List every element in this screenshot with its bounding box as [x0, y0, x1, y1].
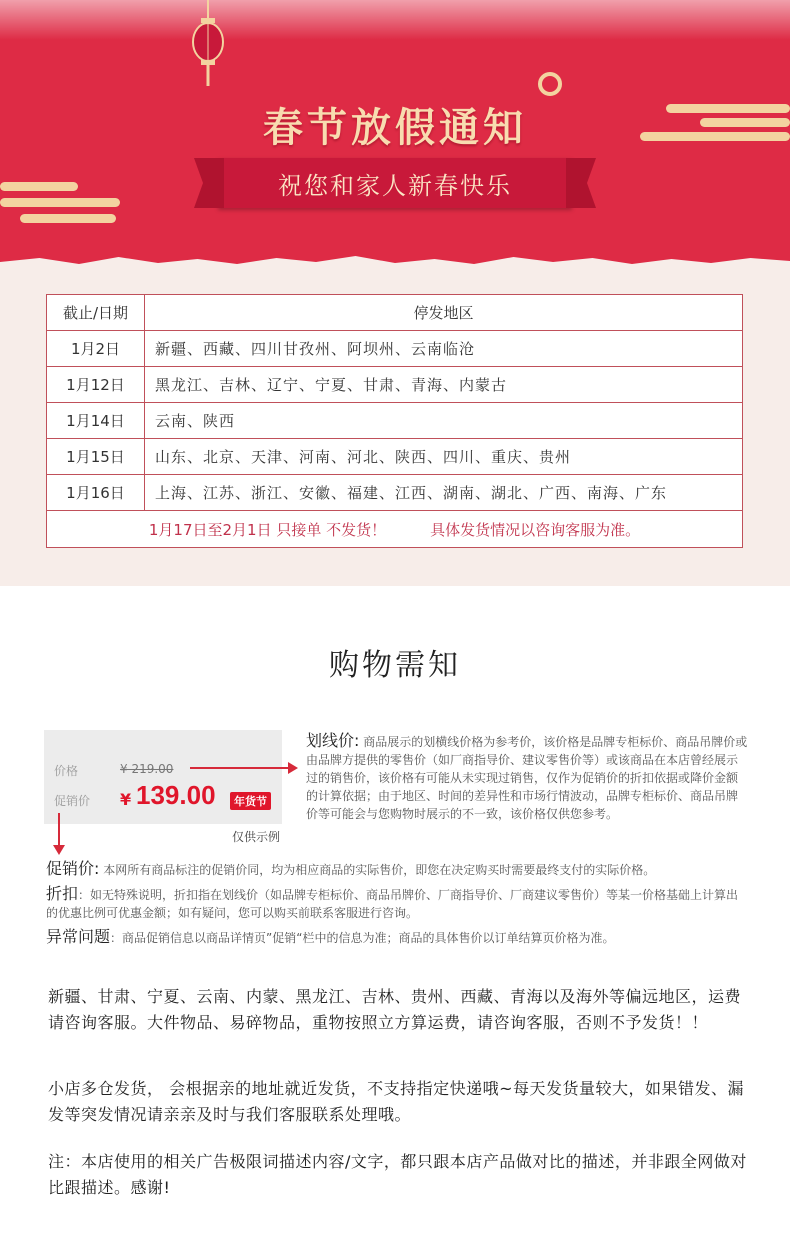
strike-price-definition — [306, 732, 748, 823]
discount-definition — [46, 885, 746, 922]
cloud-decoration — [0, 198, 120, 207]
promo-price-desc: 本网所有商品标注的促销价同，均为相应商品的实际售价，即您在决定购买时需要最终支付的实际价格。 — [103, 863, 656, 877]
header-regions: 停发地区 — [145, 295, 743, 331]
cloud-decoration — [20, 214, 116, 223]
row-date: 1月14日 — [47, 403, 145, 439]
row-date: 1月15日 — [47, 439, 145, 475]
note-consult: 具体发货情况以咨询客服为准。 — [430, 520, 641, 539]
table-row — [47, 331, 743, 367]
abnormal-definition — [46, 928, 746, 947]
table-row — [47, 367, 743, 403]
header-date: 截止/日期 — [47, 295, 145, 331]
banner-title: 春节放假通知 — [263, 104, 527, 151]
promo-price-term: 促销价: — [46, 859, 100, 878]
table-header-row — [47, 295, 743, 331]
promo-price-definition — [46, 860, 746, 879]
note-no-shipping: 1月17日至2月1日 只接单 不发货！ — [148, 520, 387, 539]
row-regions: 山东、北京、天津、河南、河北、陕西、四川、重庆、贵州 — [145, 439, 743, 475]
row-date: 1月16日 — [47, 475, 145, 511]
warehouse-notice: 小店多仓发货， 会根据亲的地址就近发货，不支持指定快递哦~每天发货量较大，如果错发、漏发等突发情况请亲亲及时与我们客服联系处理哦。 — [48, 1079, 744, 1124]
discount-desc: ：如无特殊说明，折扣指在划线价（如品牌专柜标价、商品吊牌价、厂商指导价、厂商建议零售价）等某一价格基础上计算出的优惠比例可优惠金额；如有疑问，您可以购买前联系客服进行咨询。 — [46, 888, 739, 920]
example-caption: 仅供示例 — [232, 830, 281, 844]
ad-disclaimer: 注：本店使用的相关广告极限词描述内容/文字，都只跟本店产品做对比的描述，并非跟全网做对比跟描述。感谢! — [48, 1152, 747, 1197]
currency-symbol: ¥ — [120, 790, 132, 809]
banner-ribbon — [218, 158, 572, 208]
abnormal-desc: ：商品促销信息以商品详情页”促销“栏中的信息为准；商品的具体售价以订单结算页价格为准。 — [110, 931, 615, 945]
shipping-schedule-section — [0, 268, 790, 586]
festival-badge: 年货节 — [230, 792, 271, 810]
original-price: ¥ 219.00 — [120, 762, 174, 776]
price-label: 价格 — [54, 764, 79, 778]
row-regions: 云南、陕西 — [145, 403, 743, 439]
schedule-note — [47, 511, 743, 548]
remote-area-notice: 新疆、甘肃、宁夏、云南、内蒙、黑龙江、吉林、贵州、西藏、青海以及海外等偏远地区，运费请咨询客服。大件物品、易碎物品，重物按照立方算运费，请咨询客服，否则不予发货！！ — [48, 987, 742, 1032]
abnormal-term: 异常问题 — [46, 927, 111, 946]
arrow-right-icon — [190, 767, 290, 769]
promo-price-label: 促销价 — [54, 794, 91, 808]
promo-price: 139.00 — [136, 780, 216, 810]
row-date: 1月12日 — [47, 367, 145, 403]
row-date: 1月2日 — [47, 331, 145, 367]
strike-price-desc: 商品展示的划横线价格为参考价，该价格是品牌专柜标价、商品吊牌价或由品牌方提供的零售价（如厂商指导价、建议零售价等）或该商品在本店曾经展示过的销售价，该价格有可能从未实现过销售，仅作为促销价的折扣依据或降价金额的计算依据；由于地区、时间的差异性和市场行情波动，品牌专柜标价、商品吊牌价等可能会与您购物时展示的不一致，该价格仅供您参考。 — [306, 735, 748, 821]
row-regions: 黑龙江、吉林、辽宁、宁夏、甘肃、青海、内蒙古 — [145, 367, 743, 403]
shopping-notice-title: 购物需知 — [329, 648, 461, 683]
coin-icon — [538, 72, 562, 96]
torn-edge — [0, 250, 790, 268]
lantern-icon — [190, 0, 226, 90]
discount-term: 折扣 — [46, 884, 79, 903]
banner-texture — [0, 0, 790, 40]
price-example-card — [44, 730, 282, 824]
strike-price-term: 划线价: — [306, 731, 360, 750]
row-regions: 上海、江苏、浙江、安徽、福建、江西、湖南、湖北、广西、南海、广东 — [145, 475, 743, 511]
table-note-row — [47, 511, 743, 548]
table-row — [47, 403, 743, 439]
table-row — [47, 475, 743, 511]
arrow-down-icon — [58, 813, 60, 847]
holiday-banner — [0, 0, 790, 268]
table-row — [47, 439, 743, 475]
shipping-schedule-table — [46, 294, 743, 548]
cloud-decoration — [0, 182, 78, 191]
banner-subtitle: 祝您和家人新春快乐 — [278, 172, 512, 200]
row-regions: 新疆、西藏、四川甘孜州、阿坝州、云南临沧 — [145, 331, 743, 367]
